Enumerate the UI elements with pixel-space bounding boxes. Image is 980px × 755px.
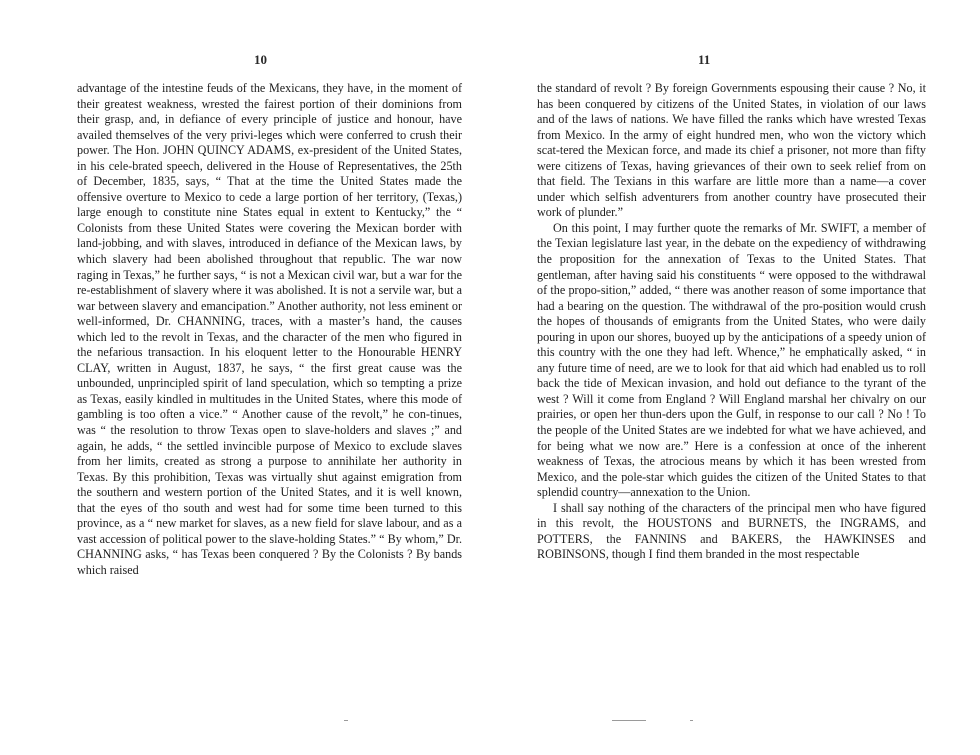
- paragraph: advantage of the intestine feuds of the Mexicans, they have, in the moment of their greatest weakness, wrested the fairest portion of their dominions from their grasp, and, in defiance of every principle of justice and honour, have availed themselves of the very privi-leges which were conferred to crush their power. The Hon. JOHN QUINCY ADAMS, ex-president of the United States, in his cele-brated speech, delivered in the House of Representatives, the 25th of December, 1835, says, “ That at the time the United States made the offensive overture to Mexico to cede a large portion of her territory, (Texas,) large enough to constitute nine States equal in extent to Kentucky,” the “ Colonists from these United States were covering the Mexican border with land-jobbing, and with slaves, introduced in defiance of the Mexican laws, by which slavery had been abolished throughout that republic. The war now raging in Texas,” he further says, “ is not a Mexican civil war, but a war for the re-establishment of slavery where it was abolished. It is not a servile war, but a war between slavery and emancipation.” Another authority, not less eminent or well-informed, Dr. CHANNING, traces, with a master’s hand, the causes which led to the revolt in Texas, and the character of the men who figured in the nefarious transaction. In his eloquent letter to the Honourable HENRY CLAY, written in August, 1837, he says, “ the first great cause was the unbounded, unprincipled spirit of land speculation, which so tempting a prize as Texas, easily kindled in multitudes in the United States, where this mode of gambling is too often a vice.” “ Another cause of the revolt,” he con-tinues, was “ the resolution to throw Texas open to slave-holders and slaves ;” and again, he adds, “ the settled invincible purpose of Mexico to exclude slaves from her limits, created as strong a purpose to annihilate her authority in Texas. By this prohibition, Texas was virtually shut against emigration from the southern and western portion of the United States, and it is well known, that the eyes of tho south and west had for some time been turned to this province, as a “ new market for slaves, as a new field for slave labour, and as a vast accession of political power to the slave-holding States.” “ By whom,” Dr. CHANNING asks, “ has Texas been conquered ? By the Colonists ? By bands which raised: [77, 81, 462, 577]
- page-edge-mark: [344, 720, 348, 721]
- page-body: [77, 81, 462, 579]
- paragraph: On this point, I may further quote the remarks of Mr. SWIFT, a member of the Texian legislature last year, in the debate on the expediency of withdrawing the proposition for the annexation of Texas to the United States. That gentleman, after having said his constituents “ were opposed to the withdrawal of the propo-sition,” added, “ there was another reason of some importance that had a bearing on the question. The withdrawal of the pro-position would crush the hopes of thousands of emigrants from the United States, who were daily pouring in upon our shores, buoyed up by the anticipations of a speedy union of this country with the one they had left. Whence,” he emphatically asked, “ in any future time of need, are we to look for that aid which had enabled us to roll back the tide of Mexican invasion, and hold out defiance to the tyrant of the west ? Will it come from England ? Will England marshal her chivalry on our prairies, or open her thun-ders upon the Gulf, in response to our call ? No ! To the people of the United States are we indebted for what we have achieved, and for being what we now are.” Here is a confession at once of the inherent weakness of Texas, the atrocious means by which it has been wrested from Mexico, and the pole-star which guides the citizen of the United States to that splendid country—annexation to the Union.: [537, 220, 926, 500]
- paragraph: the standard of revolt ? By foreign Governments espousing their cause ? No, it has been conquered by citizens of the United States, in violation of our laws and of the laws of nations. We have filled the ranks which have wrested Texas from Mexico. In the army of eight hundred men, who won the victory which scat-tered the Mexican force, and made its chief a prisoner, not more than fifty were citizens of Texas, having grievances of their own to seek relief from on that field. The Texians in this warfare are little more than a name—a cover under which selfish adventurers from another country have prosecuted their work of plunder.”: [537, 81, 926, 220]
- page-edge-mark: [612, 720, 646, 721]
- page-edge-mark: [690, 720, 693, 721]
- page-number: 10: [254, 52, 267, 67]
- paragraph: I shall say nothing of the characters of the principal men who have figured in this revolt, the HOUSTONS and BURNETS, the INGRAMS, and POTTERS, the FANNINS and BAKERS, the HAWKINSES and ROBINSONS, though I find them branded in the most respectable: [537, 500, 926, 562]
- page-body: [537, 81, 926, 563]
- page-number: 11: [698, 52, 711, 67]
- right-page: [490, 0, 980, 755]
